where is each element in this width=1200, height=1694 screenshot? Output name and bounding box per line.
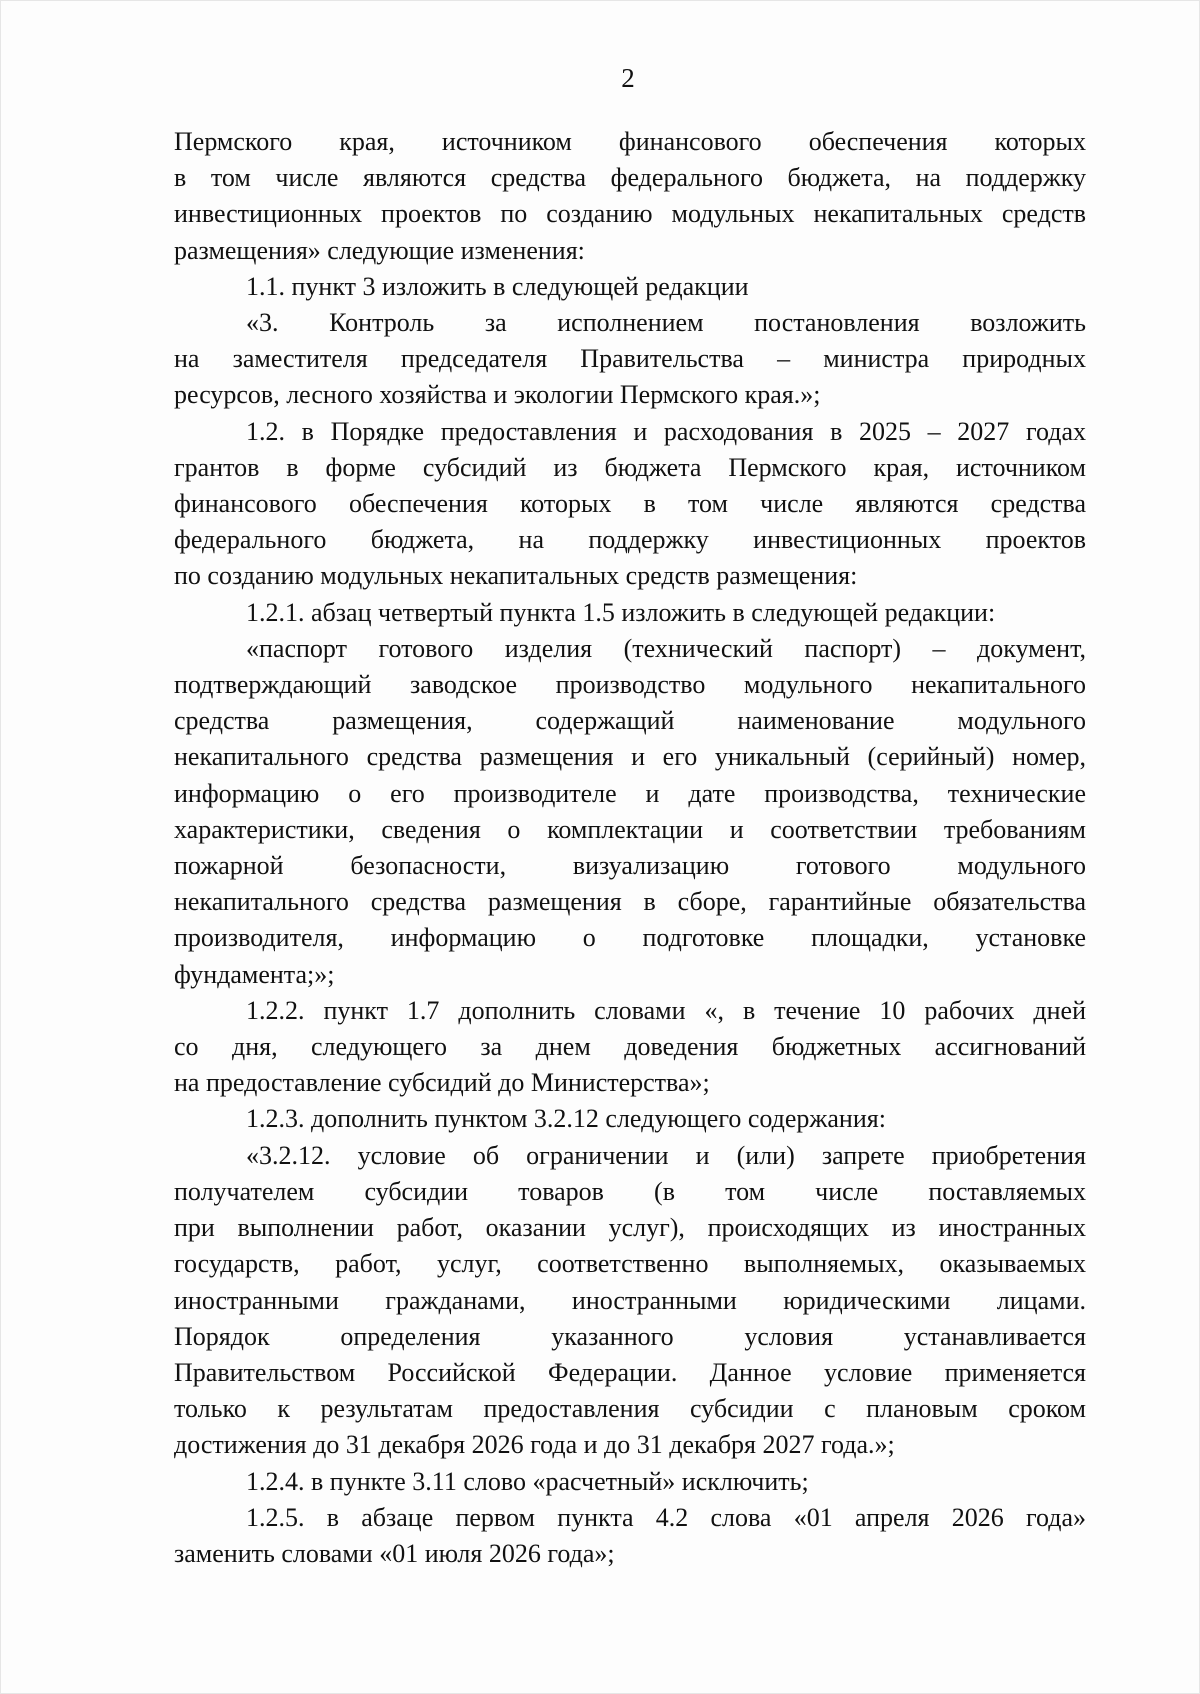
text-line: некапитального средства размещения и его уникальный (серийный) номер, <box>174 742 1086 772</box>
text-line: 1.2. в Порядке предоставления и расходования в 2025 – 2027 годах <box>246 416 1086 446</box>
text-line: по созданию модульных некапитальных средств размещения: <box>174 561 858 591</box>
text-line: ресурсов, лесного хозяйства и экологии Пермского края.»; <box>174 380 821 410</box>
paragraph <box>174 631 1086 993</box>
text-line: государств, работ, услуг, соответственно выполняемых, оказываемых <box>174 1249 1086 1279</box>
text-line: «паспорт готового изделия (технический паспорт) – документ, <box>246 633 1086 663</box>
text-line: в том числе являются средства федерального бюджета, на поддержку <box>174 163 1086 193</box>
text-line: достижения до 31 декабря 2026 года и до 31 декабря 2027 года.»; <box>174 1430 895 1460</box>
paragraph <box>174 124 1086 269</box>
text-line: Правительством Российской Федерации. Данное условие применяется <box>174 1357 1086 1387</box>
text-line: 1.2.5. в абзаце первом пункта 4.2 слова «01 апреля 2026 года» <box>246 1502 1086 1532</box>
text-line: заменить словами «01 июля 2026 года»; <box>174 1538 615 1568</box>
text-line: информацию о его производителе и дате производства, технические <box>174 778 1086 808</box>
paragraph <box>174 1138 1086 1464</box>
paragraph <box>174 1500 1086 1572</box>
text-line: 1.2.1. абзац четвертый пункта 1.5 изложить в следующей редакции: <box>246 597 996 627</box>
text-line: «3.2.12. условие об ограничении и (или) запрете приобретения <box>246 1140 1086 1170</box>
text-line: характеристики, сведения о комплектации и соответствии требованиям <box>174 814 1086 844</box>
text-line: 1.1. пункт 3 изложить в следующей редакции <box>246 271 749 301</box>
paragraph <box>174 993 1086 1102</box>
text-line: фундамента;»; <box>174 959 335 989</box>
text-line: Порядок определения указанного условия устанавливается <box>174 1321 1086 1351</box>
paragraph <box>174 269 1086 305</box>
text-line: только к результатам предоставления субсидии с плановым сроком <box>174 1394 1086 1424</box>
text-line: финансового обеспечения которых в том числе являются средства <box>174 489 1086 519</box>
text-line: федерального бюджета, на поддержку инвестиционных проектов <box>174 525 1086 555</box>
text-line: 1.2.2. пункт 1.7 дополнить словами «, в течение 10 рабочих дней <box>246 995 1086 1025</box>
text-line: Пермского края, источником финансового обеспечения которых <box>174 127 1086 156</box>
text-line: получателем субсидии товаров (в том числе поставляемых <box>174 1176 1086 1206</box>
paragraph <box>174 1101 1086 1137</box>
text-line: некапитального средства размещения в сборе, гарантийные обязательства <box>174 887 1086 917</box>
text-line: 1.2.3. дополнить пунктом 3.2.12 следующего содержания: <box>246 1104 886 1134</box>
text-line: инвестиционных проектов по созданию модульных некапитальных средств <box>174 199 1086 229</box>
document-body <box>174 124 1086 1572</box>
paragraph <box>174 414 1086 595</box>
paragraph <box>174 305 1086 414</box>
text-line: размещения» следующие изменения: <box>174 235 585 265</box>
paragraph <box>174 595 1086 631</box>
text-line: средства размещения, содержащий наименование модульного <box>174 706 1086 736</box>
text-line: при выполнении работ, оказании услуг), происходящих из иностранных <box>174 1213 1086 1243</box>
text-line: на заместителя председателя Правительства – министра природных <box>174 344 1086 374</box>
text-line: «3. Контроль за исполнением постановления возложить <box>246 308 1086 338</box>
text-line: со дня, следующего за днем доведения бюджетных ассигнований <box>174 1032 1086 1062</box>
text-line: 1.2.4. в пункте 3.11 слово «расчетный» исключить; <box>246 1466 809 1496</box>
text-line: иностранными гражданами, иностранными юридическими лицами. <box>174 1285 1086 1315</box>
text-line: на предоставление субсидий до Министерства»; <box>174 1068 710 1098</box>
text-line: подтверждающий заводское производство модульного некапитального <box>174 670 1086 700</box>
page-number: 2 <box>621 63 635 93</box>
paragraph <box>174 1464 1086 1500</box>
text-line: грантов в форме субсидий из бюджета Пермского края, источником <box>174 452 1086 482</box>
text-line: производителя, информацию о подготовке площадки, установке <box>174 923 1086 953</box>
text-line: пожарной безопасности, визуализацию готового модульного <box>174 851 1086 881</box>
